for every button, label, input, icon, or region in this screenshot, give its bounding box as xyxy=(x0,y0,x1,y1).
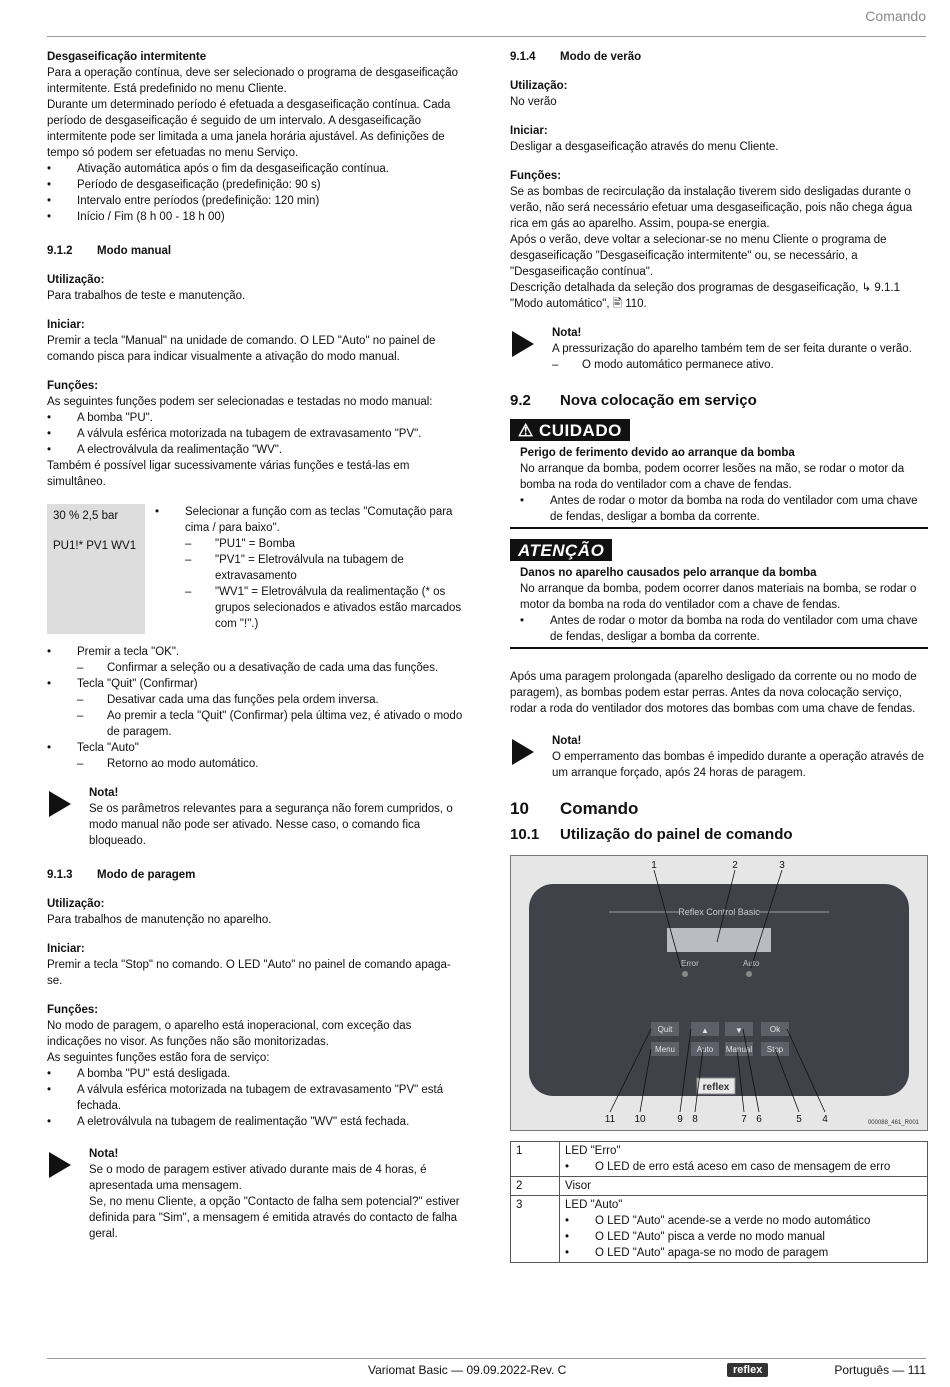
legend-table xyxy=(510,1141,928,1263)
list-item: – "PV1" = Eletroválvula na tubagem de extravasamento xyxy=(185,552,465,584)
section-number: 9.1.4 xyxy=(510,51,536,63)
callout-label: 8 xyxy=(692,1114,698,1125)
command-heading xyxy=(510,801,928,817)
attention-badge: ATENÇÃO xyxy=(510,539,612,561)
summer-start-text: Desligar a desgaseificação através do menu Cliente. xyxy=(510,141,779,153)
list-item: • A bomba "PU" está desligada. xyxy=(47,1066,465,1082)
display-line-1: 30 % 2,5 bar xyxy=(53,510,119,522)
recommission-p1: Após uma paragem prolongada (aparelho desligado da corrente ou no modo de paragem), as bombas podem estar perras. Antes da nova colocação serviço, rodar a roda do ventilador dos motores das bombas com uma chave de fendas. xyxy=(510,671,917,715)
list-item: – O modo automático permanece ativo. xyxy=(552,357,928,373)
section-title: Modo de verão xyxy=(560,51,642,63)
note-text: Se o modo de paragem estiver ativado durante mais de 4 horas, é apresentada uma mensagem. xyxy=(89,1164,427,1192)
summer-func-label: Funções: xyxy=(510,170,562,182)
footer-page: Português — 111 xyxy=(834,1363,926,1377)
summer-func-p3: Descrição detalhada da seleção dos programas de desgaseificação, ↳ 9.1.1 "Modo automático", 🖹 110. xyxy=(510,282,901,310)
caution-title: Perigo de ferimento devido ao arranque da bomba xyxy=(520,447,795,459)
list-item: • Ativação automática após o fim da desgaseificação contínua. xyxy=(47,161,465,177)
legend-title: Visor xyxy=(560,1177,928,1196)
list-item: • O LED "Auto" apaga-se no modo de paragem xyxy=(565,1245,922,1261)
section-title: Comando xyxy=(560,799,639,818)
list-item: • Início / Fim (8 h 00 - 18 h 00) xyxy=(47,209,465,225)
list-item: • Antes de rodar o motor da bomba na roda do ventilador com uma chave de fendas, desligar a bomba da corrente. xyxy=(520,493,928,525)
stop-key-label: Stop xyxy=(766,1045,784,1054)
callout-label: 1 xyxy=(651,860,657,871)
display-example xyxy=(47,504,465,634)
note-title: Nota! xyxy=(552,327,582,339)
running-header: Comando xyxy=(865,8,926,24)
stop-func-p2: As seguintes funções estão fora de serviço: xyxy=(47,1052,270,1064)
display-instructions xyxy=(145,504,465,634)
footer-rule xyxy=(47,1358,926,1359)
manual-note xyxy=(47,785,465,849)
quit-key-label: Quit xyxy=(657,1025,673,1034)
up-arrow-icon: ▲ xyxy=(701,1026,709,1035)
manual-use-label: Utilização: xyxy=(47,274,105,286)
note-arrow-icon xyxy=(512,331,534,357)
list-item: • Premir a tecla "OK". – Confirmar a seleção ou a desativação de cada uma das funções. xyxy=(47,644,465,676)
auto-led-label: Auto xyxy=(743,959,760,968)
intermittent-p1: Para a operação contínua, deve ser selecionado o programa de desgaseificação intermitente. Está predefinido no menu Cliente. xyxy=(47,67,459,95)
section-number: 10.1 xyxy=(510,826,540,843)
callout-label: 7 xyxy=(741,1114,747,1125)
list-item: • Antes de rodar o motor da bomba na roda do ventilador com uma chave de fendas, desligar a bomba da corrente. xyxy=(520,613,928,645)
auto-led xyxy=(746,971,752,977)
intermittent-list xyxy=(47,161,465,225)
legend-number: 2 xyxy=(511,1177,560,1196)
control-panel-drawing xyxy=(511,856,927,1130)
stop-func-p1: No modo de paragem, o aparelho está inoperacional, com exceção das indicações no visor. As funções não são monitorizadas. xyxy=(47,1020,412,1048)
list-item: • Tecla "Quit" (Confirmar) – Desativar cada uma das funções pela ordem inversa. – Ao premir a tecla "Quit" (Confirmar) pela última vez, é ativado o modo de paragem. xyxy=(47,676,465,740)
manual-func-intro: As seguintes funções podem ser selecionadas e testadas no modo manual: xyxy=(47,396,433,408)
header-rule xyxy=(47,36,926,37)
stop-func-label: Funções: xyxy=(47,1004,99,1016)
callout-label: 4 xyxy=(822,1114,828,1125)
caution-badge: ⚠ CUIDADO xyxy=(510,419,630,441)
ok-key-label: Ok xyxy=(769,1025,781,1034)
section-number: 10 xyxy=(510,799,529,818)
callout-label: 3 xyxy=(779,860,785,871)
control-panel-figure xyxy=(510,855,928,1131)
manual-start-label: Iniciar: xyxy=(47,319,85,331)
stop-use-label: Utilização: xyxy=(47,898,105,910)
manual-heading xyxy=(47,243,465,259)
section-title: Nova colocação em serviço xyxy=(560,392,757,409)
note-text: Se, no menu Cliente, a opção "Contacto de falha sem potencial?" estiver definida para "Sim", a mensagem é emitida através do contacto de falha geral. xyxy=(89,1196,460,1240)
panel-brand: Reflex Control Basic xyxy=(678,907,760,917)
note-title: Nota! xyxy=(89,787,119,799)
left-column xyxy=(47,49,465,1242)
list-item: • A eletroválvula na tubagem de realimentação "WV" está fechada. xyxy=(47,1114,465,1130)
section-title: Modo manual xyxy=(97,245,172,257)
recommission-heading xyxy=(510,393,928,409)
right-column xyxy=(510,49,928,1263)
stop-note xyxy=(47,1146,465,1242)
section-title: Modo de paragem xyxy=(97,869,196,881)
callout-label: 2 xyxy=(732,860,738,871)
error-led xyxy=(682,971,688,977)
note-text: A pressurização do aparelho também tem de ser feita durante o verão. xyxy=(552,343,912,355)
footer-doc: Variomat Basic — 09.09.2022-Rev. C xyxy=(368,1363,567,1377)
manual-func-list xyxy=(47,410,465,458)
list-item: – Desativar cada uma das funções pela ordem inversa. xyxy=(77,692,465,708)
callout-label: 10 xyxy=(634,1114,646,1125)
callout-label: 11 xyxy=(604,1114,616,1125)
stop-func-list xyxy=(47,1066,465,1130)
callout-label: 6 xyxy=(756,1114,762,1125)
section-number: 9.1.3 xyxy=(47,869,73,881)
attention-title: Danos no aparelho causados pelo arranque da bomba xyxy=(520,567,817,579)
display-screen xyxy=(667,928,771,952)
summer-func-p1: Se as bombas de recirculação da instalação tiverem sido desligadas durante o verão, não será necessário efetuar uma desgaseificação, pois não chega água rica em gás ao aparelho. Assim, poupa-se energia. xyxy=(510,186,913,230)
legend-title: LED "Auto" xyxy=(565,1199,623,1211)
list-item: • Intervalo entre períodos (predefinição: 120 min) xyxy=(47,193,465,209)
list-item: • A válvula esférica motorizada na tubagem de extravasamento "PV". xyxy=(47,426,465,442)
table-row xyxy=(511,1196,928,1263)
stop-use-text: Para trabalhos de manutenção no aparelho. xyxy=(47,914,272,926)
display-line-2: PU1!* PV1 WV1 xyxy=(53,540,137,552)
figure-code: 000088_461_R001 xyxy=(867,1120,919,1126)
footer-logo: reflex xyxy=(727,1363,768,1377)
list-item: • Tecla "Auto" – Retorno ao modo automático. xyxy=(47,740,465,772)
section-title: Utilização do painel de comando xyxy=(560,826,793,843)
note-text: O emperramento das bombas é impedido durante a operação através de um arranque forçado, após 24 horas de paragem. xyxy=(552,751,925,779)
reflex-logo-text: reflex xyxy=(702,1082,730,1093)
auto-key-label: Auto xyxy=(696,1045,714,1054)
list-item: • A válvula esférica motorizada na tubagem de extravasamento "PV" está fechada. xyxy=(47,1082,465,1114)
summer-note xyxy=(510,325,928,373)
list-item: • Período de desgaseificação (predefinição: 90 s) xyxy=(47,177,465,193)
recommission-note xyxy=(510,733,928,781)
note-title: Nota! xyxy=(89,1148,119,1160)
list-item: – Retorno ao modo automático. xyxy=(77,756,465,772)
note-title: Nota! xyxy=(552,735,582,747)
error-led-label: Error xyxy=(681,959,699,968)
intermittent-p2: Durante um determinado período é efetuada a desgaseificação contínua. Cada período de desgaseificação é seguido de um intervalo. A desgaseificação intermitente pode ser limitada a uma janela horária ajustável. As definições de tempo só podem ser efetuadas no menu Serviço. xyxy=(47,99,451,159)
manual-use-text: Para trabalhos de teste e manutenção. xyxy=(47,290,246,302)
list-item: • A electroválvula da realimentação "WV". xyxy=(47,442,465,458)
manual-func-label: Funções: xyxy=(47,380,99,392)
summer-heading xyxy=(510,49,928,65)
legend-number: 1 xyxy=(511,1142,560,1177)
note-arrow-icon xyxy=(49,791,71,817)
list-item: • O LED de erro está aceso em caso de mensagem de erro xyxy=(565,1159,922,1175)
panel-heading xyxy=(510,827,928,843)
list-item: • O LED "Auto" pisca a verde no modo manual xyxy=(565,1229,922,1245)
section-number: 9.1.2 xyxy=(47,245,73,257)
caution-box xyxy=(510,419,928,529)
list-item: – Ao premir a tecla "Quit" (Confirmar) pela última vez, é ativado o modo de paragem. xyxy=(77,708,465,740)
intermittent-title: Desgaseificação intermitente xyxy=(47,51,207,63)
stop-start-text: Premir a tecla "Stop" no comando. O LED "Auto" no painel de comando apaga-se. xyxy=(47,959,451,987)
list-item: – Confirmar a seleção ou a desativação de cada uma das funções. xyxy=(77,660,465,676)
legend-title: LED "Erro" xyxy=(565,1145,621,1157)
summer-func-p2: Após o verão, deve voltar a selecionar-se no menu Cliente o programa de desgaseificação "Desgaseificação intermitente" ou, se necessário, a "Desgaseificação contínua". xyxy=(510,234,887,278)
callout-label: 5 xyxy=(796,1114,802,1125)
caution-text: No arranque da bomba, podem ocorrer lesões na mão, se rodar o motor da bomba na roda do ventilador com a chave de fendas. xyxy=(520,463,905,491)
manual-func-after: Também é possível ligar sucessivamente várias funções e testá-las em simultâneo. xyxy=(47,460,410,488)
callout-label: 9 xyxy=(677,1114,683,1125)
display-box xyxy=(47,504,145,634)
summer-use-label: Utilização: xyxy=(510,80,568,92)
stop-heading xyxy=(47,867,465,883)
stop-start-label: Iniciar: xyxy=(47,943,85,955)
legend-number: 3 xyxy=(511,1196,560,1263)
note-arrow-icon xyxy=(49,1152,71,1178)
manual-key-label: Manual xyxy=(725,1045,753,1054)
menu-key-label: Menu xyxy=(654,1045,676,1054)
list-item: • O LED "Auto" acende-se a verde no modo automático xyxy=(565,1213,922,1229)
summer-start-label: Iniciar: xyxy=(510,125,548,137)
list-item: – "WV1" = Eletroválvula da realimentação (* os grupos selecionados e ativados estão marcados com "!".) xyxy=(185,584,465,632)
attention-box xyxy=(510,539,928,649)
summer-use-text: No verão xyxy=(510,96,557,108)
down-arrow-icon: ▼ xyxy=(735,1026,743,1035)
manual-start-text: Premir a tecla "Manual" na unidade de comando. O LED "Auto" no painel de comando pisca para indicar visualmente a ativação do modo manual. xyxy=(47,335,436,363)
list-item: • Selecionar a função com as teclas "Comutação para cima / para baixo". – "PU1" = Bomba – "PV1" = Eletroválvula na tubagem de extravasamento – "WV1" = Eletroválvula da realimentação (* os grupos selecionados e ativados estão marcados com "!".) xyxy=(155,504,465,632)
warning-triangle-icon: ⚠ xyxy=(518,421,534,440)
section-number: 9.2 xyxy=(510,392,531,409)
manual-steps xyxy=(47,644,465,772)
note-arrow-icon xyxy=(512,739,534,765)
attention-text: No arranque da bomba, podem ocorrer danos materiais na bomba, se rodar o motor da bomba na roda do ventilador com a chave de fendas. xyxy=(520,583,917,611)
note-text: Se os parâmetros relevantes para a segurança não forem cumpridos, o modo manual não pode ser ativado. Nesse caso, o comando fica bloqueado. xyxy=(89,803,453,847)
table-row xyxy=(511,1177,928,1196)
table-row xyxy=(511,1142,928,1177)
list-item: • A bomba "PU". xyxy=(47,410,465,426)
list-item: – "PU1" = Bomba xyxy=(185,536,465,552)
